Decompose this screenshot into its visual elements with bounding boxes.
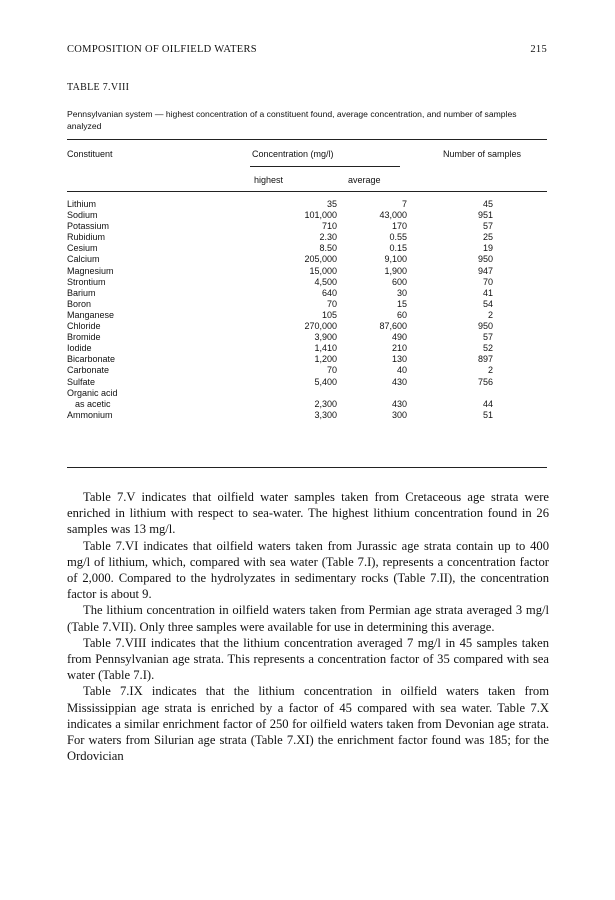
constituent-name: Lithium — [67, 199, 97, 209]
highest-value: 1,200 — [314, 354, 337, 365]
constituent-name: Boron — [67, 298, 92, 309]
average-value: 1,900 — [384, 265, 407, 276]
table-row — [67, 388, 547, 399]
constituent-name: Sodium — [67, 210, 98, 221]
sample-count: 57 — [482, 221, 493, 232]
table-row — [67, 221, 547, 232]
constituent-name: Rubidium — [67, 232, 106, 243]
header-samples: Number of samples — [443, 149, 522, 159]
sample-count: 756 — [477, 376, 493, 387]
table-bottom-rule — [67, 467, 547, 468]
highest-value: 70 — [326, 365, 337, 376]
sample-count: 44 — [482, 398, 493, 409]
average-value: 210 — [391, 343, 407, 354]
header-bottom-rule — [67, 191, 547, 192]
sample-count: 70 — [482, 276, 493, 287]
constituent-name: Manganese — [67, 309, 115, 320]
average-value: 40 — [396, 365, 407, 376]
sample-count: 950 — [477, 321, 493, 332]
constituent-name: Barium — [67, 287, 96, 298]
table-row — [67, 232, 547, 243]
average-value: 300 — [391, 409, 407, 420]
header-constituent: Constituent — [67, 149, 113, 159]
sample-count: 950 — [477, 254, 493, 265]
highest-value: 1,410 — [314, 343, 337, 354]
header-concentration: Concentration (mg/l) — [252, 149, 334, 159]
average-value: 490 — [391, 332, 407, 343]
sample-count: 57 — [482, 332, 493, 343]
constituent-name: Iodide — [67, 343, 92, 354]
header-average: average — [348, 175, 381, 185]
constituent-name: as acetic — [75, 398, 111, 409]
sample-count: 41 — [482, 287, 493, 298]
average-value: 15 — [396, 298, 407, 309]
table-caption: Pennsylvanian system — highest concentration of a constituent found, average concentration, and number of samples analyzed — [67, 109, 517, 131]
average-value: 87,600 — [379, 321, 407, 332]
average-value: 30 — [396, 287, 407, 298]
highest-value: 2,300 — [314, 398, 337, 409]
table-row — [67, 321, 547, 332]
average-value: 60 — [396, 309, 407, 320]
table-row — [67, 365, 547, 376]
average-value: 0.15 — [389, 243, 407, 254]
average-value: 7 — [401, 199, 407, 209]
table-row — [67, 354, 547, 365]
table-row — [67, 343, 547, 354]
sample-count: 54 — [482, 298, 493, 309]
page-number: 215 — [530, 44, 547, 55]
sample-count: 897 — [477, 354, 493, 365]
highest-value: 8.50 — [319, 243, 337, 254]
concentration-subrule — [250, 166, 400, 167]
table-title: TABLE 7.VIII — [67, 82, 130, 93]
sample-count: 2 — [487, 365, 493, 376]
average-value: 130 — [391, 354, 407, 365]
table-row — [67, 288, 547, 299]
sample-count: 45 — [482, 199, 493, 209]
highest-value: 5,400 — [314, 376, 337, 387]
highest-value: 3,300 — [314, 409, 337, 420]
paragraph: Table 7.VI indicates that oilfield waters taken from Jurassic age strata contain up to 400 mg/l of lithium, which, compared with sea water (Table 7.I), represents a concentration factor of 2,000. Compared to the hydrolyzates in sedimentary rocks (Table 7.II), the concentration factor is about 9. — [67, 538, 549, 602]
constituent-name: Calcium — [67, 254, 100, 265]
table-row — [67, 266, 547, 277]
highest-value: 4,500 — [314, 276, 337, 287]
average-value: 9,100 — [384, 254, 407, 265]
table-row — [67, 210, 547, 221]
highest-value: 270,000 — [304, 321, 337, 332]
average-value: 430 — [391, 376, 407, 387]
constituent-name: Cesium — [67, 243, 98, 254]
highest-value: 2.30 — [319, 232, 337, 243]
table-top-rule — [67, 139, 547, 140]
table-row — [67, 332, 547, 343]
sample-count: 947 — [477, 265, 493, 276]
paragraph: The lithium concentration in oilfield waters taken from Permian age strata averaged 3 mg/l (Table 7.VII). Only three samples were available for use in determining this average. — [67, 603, 549, 634]
sample-count: 25 — [482, 232, 493, 243]
table-row — [67, 243, 547, 254]
highest-value: 3,900 — [314, 332, 337, 343]
table-row — [67, 410, 547, 421]
highest-value: 640 — [321, 287, 337, 298]
highest-value: 101,000 — [304, 210, 337, 221]
average-value: 170 — [391, 221, 407, 232]
constituent-name: Bicarbonate — [67, 354, 116, 365]
highest-value: 15,000 — [309, 265, 337, 276]
table-row — [67, 310, 547, 321]
sample-count: 51 — [482, 409, 493, 420]
constituent-name: Ammonium — [67, 409, 113, 420]
paragraph: Table 7.VIII indicates that the lithium concentration averaged 7 mg/l in 45 samples taken from Pennsylvanian age strata. This represents a concentration factor of 35 compared with sea water (Table 7.I). — [67, 635, 549, 683]
table-row — [67, 199, 547, 210]
constituent-name: Carbonate — [67, 365, 110, 376]
constituent-name: Organic acid — [67, 387, 118, 398]
paragraph: Table 7.IX indicates that the lithium concentration in oilfield waters taken from Mississippian age strata is enriched by a factor of 45 compared with sea water. Table 7.X indicates a similar enrichment factor of 250 for oilfield waters taken from Devonian age strata. For waters from Silurian age strata (Table 7.XI) the enrichment factor found was 185; for the Ordovician — [67, 684, 549, 764]
table-row — [67, 277, 547, 288]
highest-value: 105 — [321, 309, 337, 320]
constituent-name: Strontium — [67, 276, 106, 287]
constituent-name: Bromide — [67, 332, 101, 343]
highest-value: 70 — [326, 298, 337, 309]
body-text — [67, 489, 549, 764]
constituent-name: Potassium — [67, 221, 110, 232]
highest-value: 35 — [326, 199, 337, 209]
table-row — [67, 399, 547, 410]
average-value: 600 — [391, 276, 407, 287]
constituent-name: Sulfate — [67, 376, 96, 387]
table-body — [67, 199, 547, 421]
highest-value: 205,000 — [304, 254, 337, 265]
highest-value: 710 — [321, 221, 337, 232]
sample-count: 19 — [482, 243, 493, 254]
constituent-name: Magnesium — [67, 265, 114, 276]
sample-count: 951 — [477, 210, 493, 221]
table-row — [67, 299, 547, 310]
table-row — [67, 377, 547, 388]
header-highest: highest — [254, 175, 284, 185]
paragraph: Table 7.V indicates that oilfield water samples taken from Cretaceous age strata were enriched in lithium with respect to sea-water. The highest lithium concentration found in 26 samples was 13 mg/l. — [67, 490, 549, 537]
table-row — [67, 254, 547, 265]
sample-count: 52 — [482, 343, 493, 354]
average-value: 430 — [391, 398, 407, 409]
running-title: COMPOSITION OF OILFIELD WATERS — [67, 44, 257, 55]
average-value: 0.55 — [389, 232, 407, 243]
constituent-name: Chloride — [67, 321, 101, 332]
average-value: 43,000 — [379, 210, 407, 221]
sample-count: 2 — [487, 309, 493, 320]
